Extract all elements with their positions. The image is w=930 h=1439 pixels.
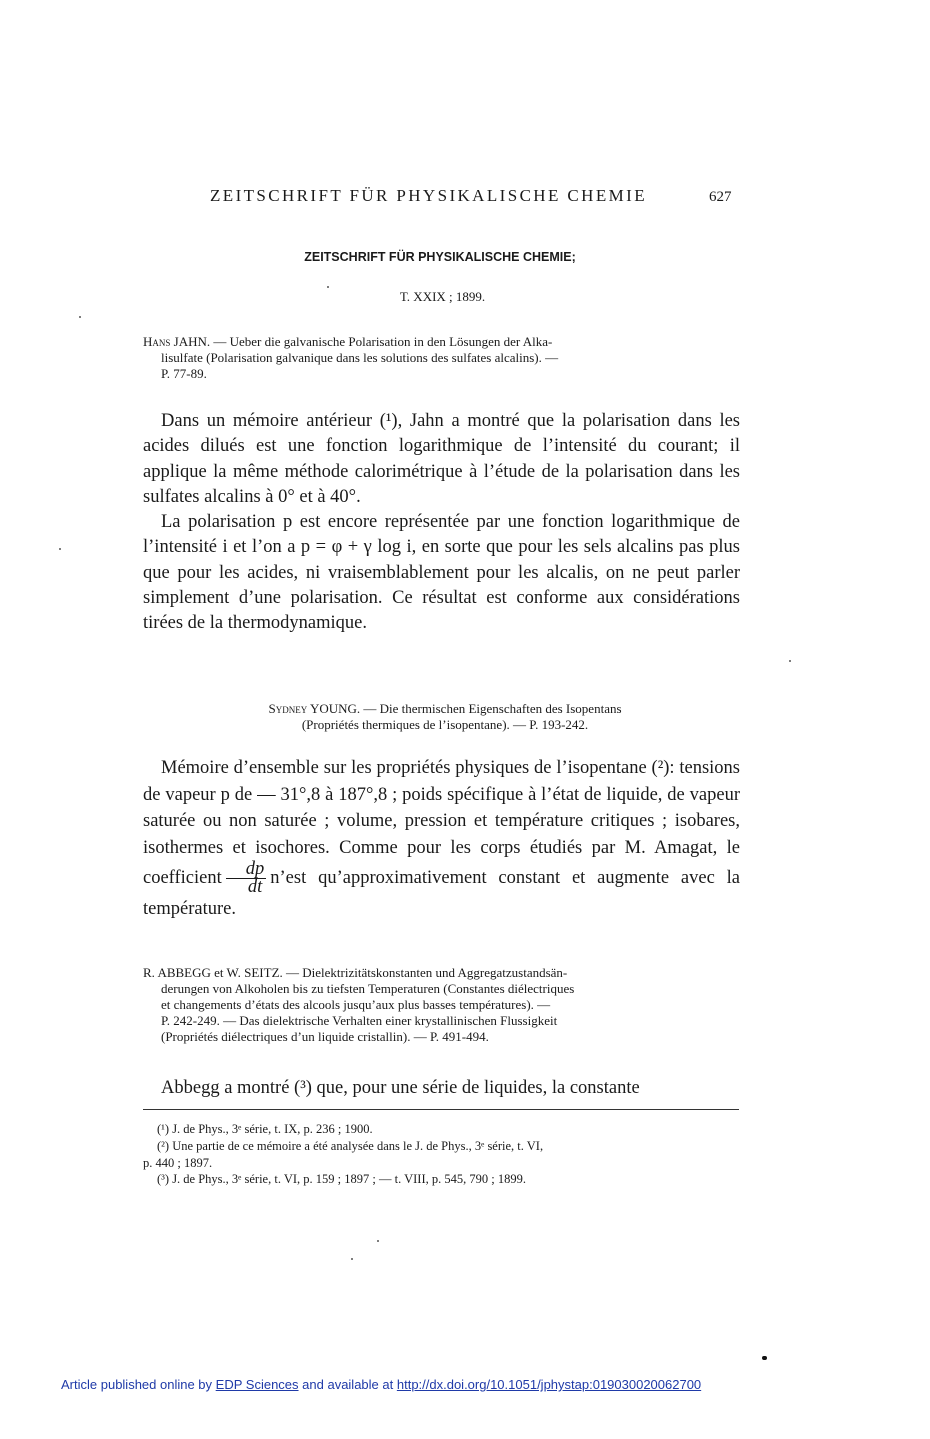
entry-1-paragraph: Dans un mémoire antérieur (¹), Jahn a montré que la polarisation dans les acides dilués est une fonction logarithmique de l’intensité du courant; il applique la même méthode calorimétrique à l’étude de la polarisation dans les sulfates alcalins à 0° et à 40°. bbox=[143, 411, 740, 507]
entry-3-paragraph: Abbegg a montré (³) que, pour une série de liquides, la constante bbox=[161, 1078, 640, 1098]
entry-2-paragraph-part: Mémoire d’ensemble sur les propriétés physiques de l’isopentane (²): tensions de vapeur p de — 31°,8 à 187°,8 ; poids spécifique à l’état de liquide, de vapeur saturée ou non saturée ; volume, pression et température critiques ; isobares, isothermes et isochores. Comme pour les corps étudiés par M. Amagat, le coefficient bbox=[143, 758, 740, 888]
entry-2-body bbox=[143, 755, 740, 923]
footnotes bbox=[143, 1121, 739, 1188]
entry-3-author: R. ABBEGG et W. SEITZ. bbox=[143, 965, 283, 980]
fraction-numerator: dp bbox=[226, 861, 267, 879]
scan-speck bbox=[762, 1356, 767, 1360]
entry-3-citation-line: P. 242-249. — Das dielektrische Verhalten einer krystallinischen Flussigkeit bbox=[161, 1013, 558, 1028]
entry-1-citation-line: P. 77-89. bbox=[161, 366, 207, 381]
footnote-2-continued: p. 440 ; 1897. bbox=[143, 1155, 213, 1170]
entry-3-citation bbox=[143, 965, 739, 1045]
entry-1-author: Hans JAHN. bbox=[143, 334, 211, 349]
edp-sciences-link[interactable]: EDP Sciences bbox=[215, 1377, 299, 1392]
entry-1-citation-line: lisulfate (Polarisation galvanique dans les solutions des sulfates alcalins). — bbox=[161, 350, 559, 365]
scan-speck bbox=[59, 548, 61, 550]
entry-3-body bbox=[143, 1076, 740, 1101]
page-number: 627 bbox=[709, 189, 732, 205]
entry-1-citation bbox=[143, 334, 739, 382]
entry-2-paragraph bbox=[143, 755, 740, 923]
entry-3-citation-line: — Dielektrizitätskonstanten und Aggregatzustandsän- bbox=[286, 965, 568, 980]
footer-middle: and available at bbox=[302, 1377, 394, 1392]
entry-2-citation-line: — Die thermischen Eigenschaften des Isopentans bbox=[363, 701, 622, 716]
entry-2-paragraph-part: n’est qu’approximativement constant et augmente avec la température. bbox=[143, 867, 740, 919]
scan-speck bbox=[789, 660, 791, 662]
volume-line: T. XXIX ; 1899. bbox=[399, 289, 486, 304]
dp-dt-fraction bbox=[226, 861, 267, 896]
entry-1-paragraph: La polarisation p est encore représentée par une fonction logarithmique de l’intensité i et l’on a p = φ + γ log i, en sorte que pour les sels alcalins pas plus que pour les acides, ni vraisemblablement pour les alcalis, on ne peut parler simplement d’une polarisation. Ce résultat est conforme aux considérations tirées de la thermodynamique. bbox=[143, 512, 740, 634]
entry-1-body bbox=[143, 409, 740, 637]
footer-prefix: Article published online by bbox=[61, 1377, 213, 1392]
journal-heading: ZEITSCHRIFT FÜR PHYSIKALISCHE CHEMIE; bbox=[304, 250, 576, 264]
scan-speck bbox=[327, 286, 329, 288]
running-title: ZEITSCHRIFT FÜR PHYSIKALISCHE CHEMIE bbox=[210, 186, 647, 205]
entry-2-author: Sydney YOUNG. bbox=[268, 701, 361, 716]
entry-3-citation-line: (Propriétés diélectriques d’un liquide cristallin). — P. 491-494. bbox=[161, 1029, 489, 1044]
doi-link[interactable]: http://dx.doi.org/10.1051/jphystap:019030020062700 bbox=[396, 1377, 702, 1392]
scan-speck bbox=[79, 316, 81, 318]
entry-3-citation-line: derungen von Alkoholen bis zu tiefsten Temperaturen (Constantes diélectriques bbox=[161, 981, 575, 996]
entry-2-citation bbox=[180, 701, 710, 733]
footnote-rule bbox=[143, 1109, 739, 1110]
entry-3-citation-line: et changements d’états des alcools jusqu’aux plus basses températures). — bbox=[161, 997, 551, 1012]
entry-1-citation-line: — Ueber die galvanische Polarisation in den Lösungen der Alka- bbox=[213, 334, 553, 349]
scan-speck bbox=[377, 1240, 379, 1242]
footnote-3: (³) J. de Phys., 3ᵉ série, t. VI, p. 159 ; 1897 ; — t. VIII, p. 545, 790 ; 1899. bbox=[157, 1172, 526, 1187]
footnote-2: (²) Une partie de ce mémoire a été analysée dans le J. de Phys., 3ᵉ série, t. VI, bbox=[157, 1138, 544, 1153]
entry-2-citation-line: (Propriétés thermiques de l’isopentane). — P. 193-242. bbox=[301, 717, 589, 732]
scan-speck bbox=[351, 1258, 353, 1260]
fraction-denominator: dt bbox=[247, 877, 263, 897]
publication-footer bbox=[61, 1377, 701, 1392]
footnote-1: (¹) J. de Phys., 3ᵉ série, t. IX, p. 236 ; 1900. bbox=[157, 1122, 373, 1136]
